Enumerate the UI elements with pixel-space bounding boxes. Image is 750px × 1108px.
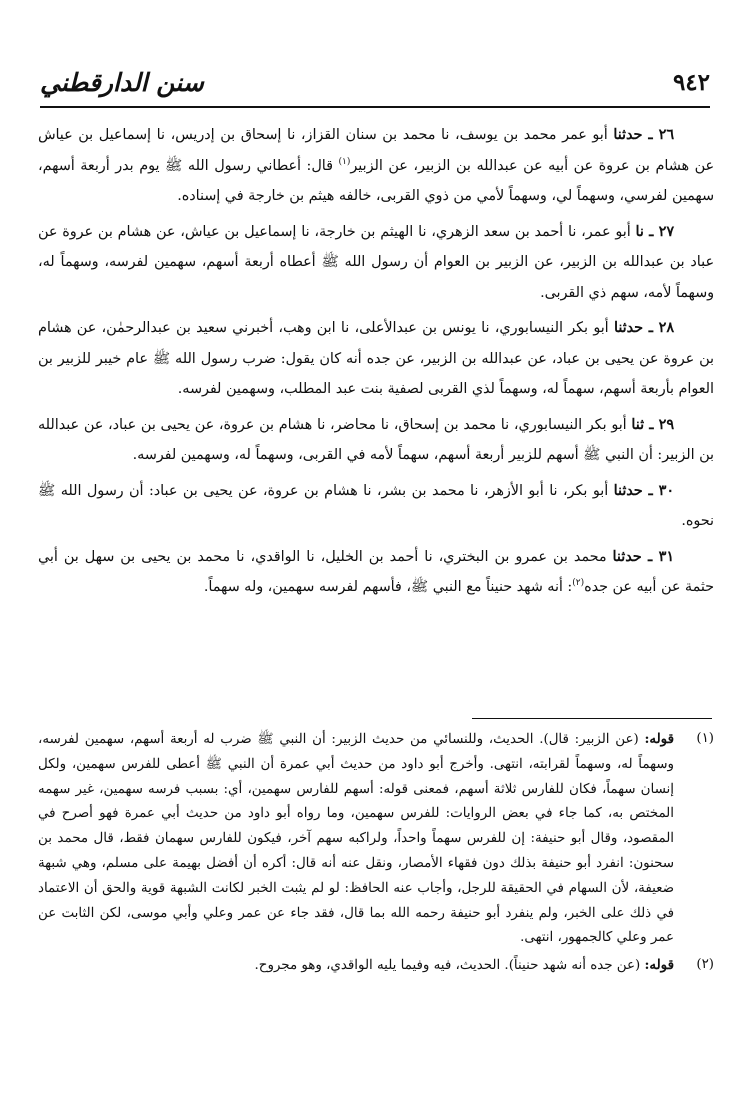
entry-text-continued: : أنه شهد حنيناً مع النبي ﷺ، فأسهم لفرسه سهمين، وله سهماً.	[203, 579, 573, 595]
narration-formula: حدثنا	[613, 320, 643, 336]
hadith-entry: ٣١ ـ حدثنا محمد بن عمرو بن البختري، نا أحمد بن الخليل، نا الواقدي، نا محمد بن يحيى بن سهل بن أبي حثمة عن أبيه عن جده$^{(٢)}$: أنه شهد حنيناً مع النبي ﷺ، فأسهم لفرسه سهمين، وله سهماً.	[38, 548, 714, 595]
footnote-number: (٢)	[696, 957, 714, 973]
hadith-entry: ٢٦ ـ حدثنا أبو عمر محمد بن يوسف، نا محمد بن سنان القزاز، نا إسحاق بن إدريس، نا إسماعيل بن عياش عن هشام بن عروة عن أبيه عن عبدالله بن الزبير، عن الزبير$^{(١)}$ قال: أعطاني رسول الله ﷺ يوم بدر أربعة أسهم، سهمين لفرسي، وسهماً لي، وسهماً لأمي من ذوي القربى، خالفه هيثم بن خارجة في إسناده.	[38, 127, 714, 204]
footnote-body	[38, 727, 674, 951]
narration-formula: حدثنا	[612, 548, 642, 565]
hadith-entry: ٢٧ ـ نا أبو عمر، نا أحمد بن سعد الزهري، نا الهيثم بن خارجة، نا إسماعيل بن عياش، عن هشام بن عروة عن عباد بن عبدالله بن الزبير، عن الزبير بن العوام أن رسول الله ﷺ أعطاه أربعة أسهم، سهمين لفرسه، وسهماً له، وسهماً لأمه، سهم ذي القربى.	[38, 223, 715, 301]
footnote-label: قوله:	[644, 731, 674, 747]
running-title: سنن الدارقطني	[40, 67, 204, 97]
entry-number: ٣١	[658, 548, 675, 565]
footnote-text: (عن الزبير: قال). الحديث، وللنسائي من حديث الزبير: أن النبي ﷺ ضرب له أربعة أسهم، سهمين لفرسه، وسهماً له، وسهماً لقرابته، انتهى. وأخرج أبو داود من حديث أبي عمرة أن النبي ﷺ أعطى للفرس سهمين، ولكل إنسان سهماً، فكان للفارس ثلاثة أسهم، فمعنى قوله: أسهم للفارس سهمين، أي: بسبب فرسه سهمين، غير سهمه المختص به، كما جاء في بعض الروايات: للفرس سهمين، وما رواه أبو داود من حديث أبي عمرة فهو أصرح في المقصود، وقال أبو حنيفة: إن للفرس سهماً واحداً، ولراكبه سهم آخر، فيكون للفارس سهمان فقط، قال محمد بن سحنون: انفرد أبو حنيفة بذلك دون فقهاء الأمصار، ونقل عنه أنه قال: أكره أن أفضل بهيمة على مسلم، وهي شبهة ضعيفة، لأن السهام في الحقيقة للرجل، وأجاب عنه الحافظ: لو لم يثبت الخبر لكانت الشبهة قوية والحق أن الاعتماد في ذلك على الخبر، ولم ينفرد أبو حنيفة رحمه الله بما قال، فقد جاء عن عمر وعلي وأبي موسى، لكن الثابت عن عمر وعلي كالجمهور، انتهى.	[38, 732, 674, 946]
entry-text: أبو عمر محمد بن يوسف، نا محمد بن سنان القزاز، نا إسحاق بن إدريس، نا إسماعيل بن عياش عن هشام بن عروة عن أبيه عن عبدالله بن الزبير، عن الزبير	[38, 127, 714, 174]
entry-text: أبو بكر، نا أبو الأزهر، نا محمد بن بشر، نا هشام بن عروة، عن يحيى بن عباد: أن رسول الله ﷺ نحوه.	[38, 482, 714, 529]
entry-number: ٢٧	[658, 223, 674, 240]
hadith-entry: ٣٠ ـ حدثنا أبو بكر، نا أبو الأزهر، نا محمد بن بشر، نا هشام بن عروة، عن يحيى بن عباد: أن رسول الله ﷺ نحوه.	[38, 482, 714, 529]
footnote-body	[38, 953, 674, 979]
entry-text: أبو بكر النيسابوري، نا محمد بن إسحاق، نا محاضر، نا هشام بن عروة، عن يحيى بن عباد، عن عبدالله بن الزبير: أن النبي ﷺ أسهم للزبير أربعة أسهم، سهماً لأمه في القربى، وسهماً له، وسهمين لفرسه.	[38, 416, 714, 463]
footnote-ref: (٢)	[572, 578, 585, 589]
entry-number: ٣٠	[658, 482, 674, 499]
footnote-separator	[472, 718, 712, 719]
hadith-entry: ٢٨ ـ حدثنا أبو بكر النيسابوري، نا يونس بن عبدالأعلى، نا ابن وهب، أخبرني سعيد بن عبدالرحمٰن، عن هشام بن عروة عن يحيى بن عباد، عن عبدالله بن الزبير، عن جده أنه كان يقول: ضرب رسول الله ﷺ عام خيبر للزبير بن العوام بأربعة أسهم، سهماً له، وسهماً لذي القربى لصفية بنت عبد المطلب، وسهمين لفرسه.	[38, 320, 714, 397]
footnotes	[38, 727, 714, 981]
entry-text: محمد بن عمرو بن البختري، نا أحمد بن الخليل، نا الواقدي، نا محمد بن يحيى بن سهل بن أبي حثمة عن أبيه عن جده	[38, 548, 714, 595]
footnote-label: قوله:	[644, 957, 674, 974]
narration-formula: حدثنا	[613, 482, 643, 499]
footnote	[38, 953, 714, 979]
hadith-entry: ٢٩ ـ ثنا أبو بكر النيسابوري، نا محمد بن إسحاق، نا محاضر، نا هشام بن عروة، عن يحيى بن عباد، عن عبدالله بن الزبير: أن النبي ﷺ أسهم للزبير أربعة أسهم، سهماً لأمه في القربى، وسهماً له، وسهمين لفرسه.	[38, 416, 714, 463]
narration-formula: حدثنا	[613, 127, 643, 143]
entry-text: أبو بكر النيسابوري، نا يونس بن عبدالأعلى، نا ابن وهب، أخبرني سعيد بن عبدالرحمٰن، عن هشام بن عروة عن يحيى بن عباد، عن عبدالله بن الزبير، عن جده أنه كان يقول: ضرب رسول الله ﷺ عام خيبر للزبير بن العوام بأربعة أسهم، سهماً له، وسهماً لذي القربى لصفية بنت عبد المطلب، وسهمين لفرسه.	[38, 320, 714, 397]
entry-number: ٢٨	[658, 320, 674, 336]
entry-text-continued: قال: أعطاني رسول الله ﷺ يوم بدر أربعة أسهم، سهمين لفرسي، وسهماً لي، وسهماً لأمي من ذوي القربى، خالفه هيثم بن خارجة في إسناده.	[38, 157, 714, 204]
entry-number: ٢٩	[658, 416, 675, 433]
entry-text: أبو عمر، نا أحمد بن سعد الزهري، نا الهيثم بن خارجة، نا إسماعيل بن عياش، عن هشام بن عروة عن عباد بن عبدالله بن الزبير، عن الزبير بن العوام أن رسول الله ﷺ أعطاه أربعة أسهم، سهمين لفرسه، وسهماً له، وسهماً لأمه، سهم ذي القربى.	[38, 223, 715, 301]
footnote	[38, 727, 714, 951]
main-text	[38, 120, 714, 608]
narration-formula: نا	[635, 223, 644, 240]
page-number: ٩٤٢	[672, 68, 710, 96]
page-header	[40, 60, 710, 104]
entry-number: ٢٦	[658, 127, 675, 143]
footnote-text: (عن جده أنه شهد حنيناً). الحديث، فيه وفيما يليه الواقدي، وهو مجروح.	[254, 958, 641, 974]
header-rule	[40, 106, 710, 108]
narration-formula: ثنا	[631, 416, 645, 433]
footnote-ref: (١)	[338, 156, 351, 167]
footnote-number: (١)	[696, 731, 714, 746]
